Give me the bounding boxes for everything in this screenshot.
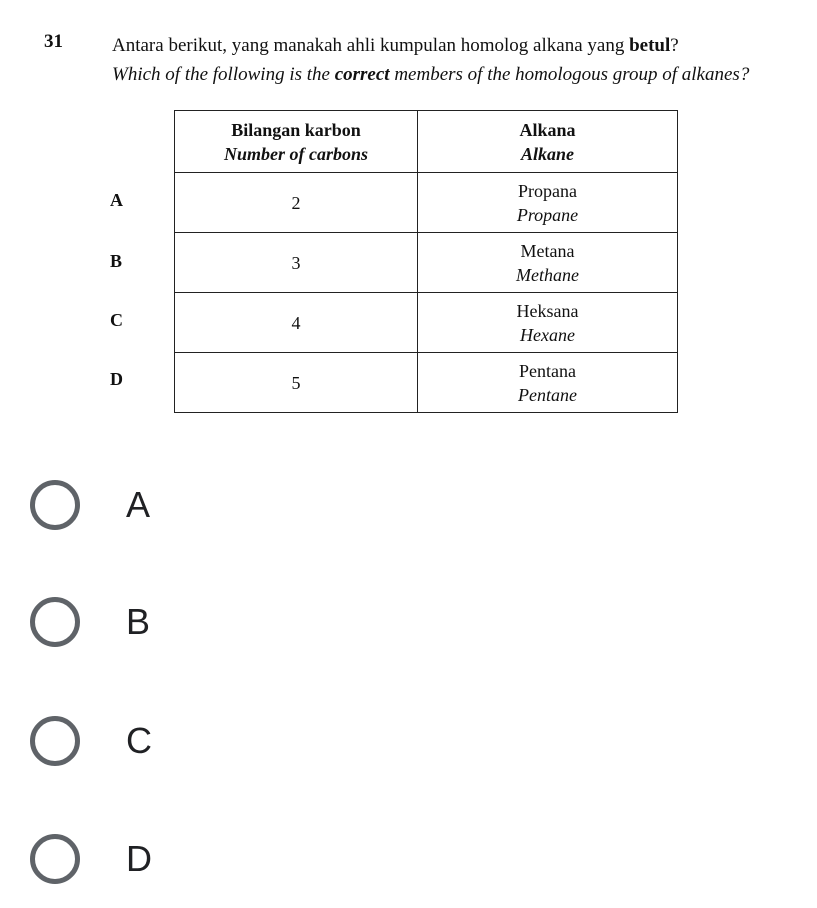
option-c[interactable] xyxy=(30,716,430,778)
carbons-cell: 4 xyxy=(175,293,418,353)
option-a[interactable] xyxy=(30,480,430,542)
table-header-row xyxy=(175,111,678,173)
radio-button-d[interactable] xyxy=(30,834,80,884)
header-alkane: Alkana Alkane xyxy=(418,111,678,173)
row-letter-c: C xyxy=(110,310,123,330)
option-a-label: A xyxy=(126,484,151,525)
carbons-cell: 5 xyxy=(175,353,418,413)
row-letter-b: B xyxy=(110,251,123,271)
question-table xyxy=(174,110,678,413)
radio-button-b[interactable] xyxy=(30,597,80,647)
table-row xyxy=(175,353,678,413)
table-row xyxy=(175,173,678,233)
option-b[interactable] xyxy=(30,597,430,659)
row-letter-a: A xyxy=(110,190,123,210)
question-text-malay: Antara berikut, yang manakah ahli kumpulan homolog alkana yang betul? xyxy=(112,35,679,56)
radio-button-c[interactable] xyxy=(30,716,80,766)
carbons-cell: 3 xyxy=(175,233,418,293)
table-row xyxy=(175,233,678,293)
alkane-cell: Propana Propane xyxy=(418,173,678,233)
option-d[interactable] xyxy=(30,834,430,896)
question-text xyxy=(112,31,749,89)
header-carbons: Bilangan karbon Number of carbons xyxy=(175,111,418,173)
alkane-cell: Pentana Pentane xyxy=(418,353,678,413)
carbons-cell: 2 xyxy=(175,173,418,233)
alkane-cell: Heksana Hexane xyxy=(418,293,678,353)
question-number: 31 xyxy=(44,31,63,52)
option-d-label: D xyxy=(126,838,152,879)
question-text-english: Which of the following is the correct members of the homologous group of alkanes? xyxy=(112,64,750,85)
table-row xyxy=(175,293,678,353)
option-b-label: B xyxy=(126,601,151,642)
alkane-cell: Metana Methane xyxy=(418,233,678,293)
radio-button-a[interactable] xyxy=(30,480,80,530)
option-c-label: C xyxy=(126,720,152,761)
row-letter-d: D xyxy=(110,369,123,389)
